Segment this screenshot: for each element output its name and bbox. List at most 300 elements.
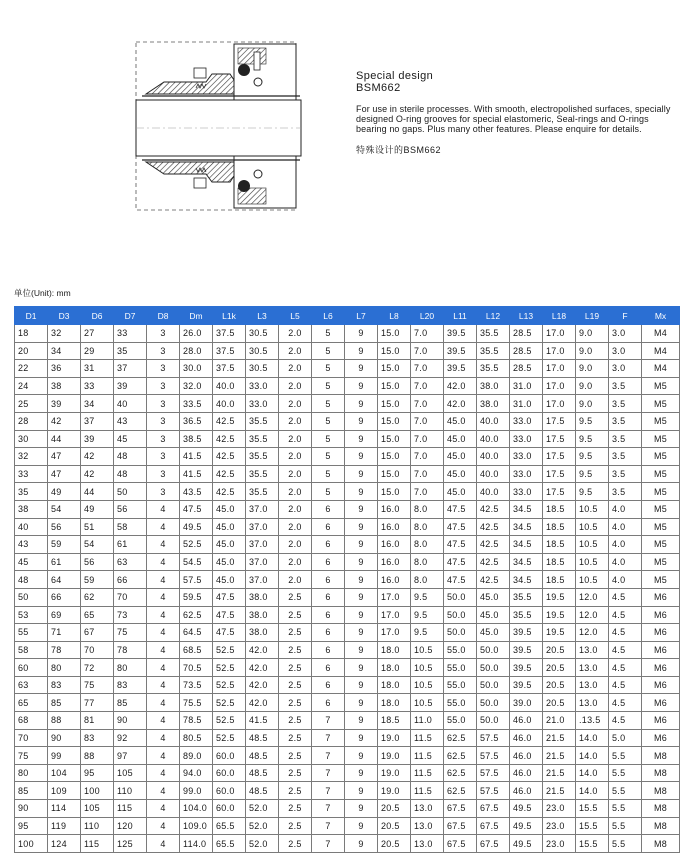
table-cell: 2.5 [279, 782, 312, 800]
table-cell: 9.0 [576, 325, 609, 343]
table-cell: M6 [642, 624, 680, 642]
table-cell: 48.5 [246, 729, 279, 747]
table-cell: 15.0 [378, 325, 411, 343]
table-cell: 50.0 [477, 659, 510, 677]
table-cell: 20.5 [378, 835, 411, 853]
seal-lower [146, 162, 234, 182]
table-cell: 49.5 [510, 800, 543, 818]
table-cell: 80.5 [180, 729, 213, 747]
table-row [15, 536, 680, 554]
table-row [15, 377, 680, 395]
table-cell: 6 [312, 606, 345, 624]
table-cell: 35.5 [246, 483, 279, 501]
table-cell: 45.0 [444, 412, 477, 430]
table-cell: 39.5 [444, 325, 477, 343]
table-cell: 75 [15, 747, 48, 765]
table-cell: 17.0 [543, 360, 576, 378]
table-cell: 13.0 [576, 641, 609, 659]
table-cell: 9.5 [411, 588, 444, 606]
table-cell: 4 [147, 571, 180, 589]
table-cell: 62.5 [444, 764, 477, 782]
table-cell: 40.0 [477, 465, 510, 483]
table-cell: 49.5 [180, 518, 213, 536]
table-cell: 33.0 [246, 377, 279, 395]
table-cell: 14.0 [576, 782, 609, 800]
table-cell: M8 [642, 835, 680, 853]
table-cell: 72 [81, 659, 114, 677]
table-cell: 115 [81, 835, 114, 853]
table-cell: 39.5 [444, 342, 477, 360]
table-cell: 68 [15, 712, 48, 730]
table-cell: 47.5 [444, 536, 477, 554]
table-row [15, 360, 680, 378]
table-cell: 33.0 [246, 395, 279, 413]
table-cell: 8.0 [411, 518, 444, 536]
table-cell: 2.0 [279, 465, 312, 483]
table-cell: 90 [48, 729, 81, 747]
table-cell: 9.5 [411, 606, 444, 624]
table-cell: 70 [81, 641, 114, 659]
table-cell: 4.0 [609, 571, 642, 589]
table-cell: 3.5 [609, 412, 642, 430]
table-cell: 35.5 [510, 588, 543, 606]
description-text: For use in sterile processes. With smooth, electropolished surfaces, specially designed O-ring grooves for special elastomeric, Seal-rings and O-rings bearing no gaps. Plus many other features. Please enquire for details. [356, 104, 671, 134]
table-cell: 5.5 [609, 835, 642, 853]
table-cell: 47.5 [444, 571, 477, 589]
table-cell: 5 [312, 395, 345, 413]
table-cell: 9 [345, 624, 378, 642]
table-cell: 28.0 [180, 342, 213, 360]
table-cell: 3 [147, 448, 180, 466]
table-row [15, 571, 680, 589]
table-cell: 9.0 [576, 395, 609, 413]
table-cell: M8 [642, 817, 680, 835]
table-cell: 4.5 [609, 676, 642, 694]
table-cell: 58 [15, 641, 48, 659]
table-cell: 9.5 [411, 624, 444, 642]
table-cell: 18.5 [543, 518, 576, 536]
table-cell: 10.5 [576, 536, 609, 554]
table-cell: 9 [345, 430, 378, 448]
table-cell: 15.5 [576, 835, 609, 853]
table-cell: 12.0 [576, 624, 609, 642]
table-cell: 42.0 [444, 395, 477, 413]
table-cell: 10.5 [411, 694, 444, 712]
table-cell: 95 [15, 817, 48, 835]
table-cell: 40.0 [213, 395, 246, 413]
table-cell: 114 [48, 800, 81, 818]
table-cell: 26.0 [180, 325, 213, 343]
table-cell: 9 [345, 465, 378, 483]
table-cell: 15.5 [576, 800, 609, 818]
table-cell: 17.5 [543, 412, 576, 430]
table-cell: 33.0 [510, 483, 543, 501]
table-cell: 38.5 [180, 430, 213, 448]
dimension-table [14, 306, 680, 853]
table-cell: 17.5 [543, 430, 576, 448]
table-cell: 56 [114, 500, 147, 518]
table-cell: 28 [15, 412, 48, 430]
table-cell: 35.5 [510, 606, 543, 624]
table-cell: 20.5 [543, 641, 576, 659]
table-cell: 67.5 [444, 800, 477, 818]
table-cell: 2.0 [279, 500, 312, 518]
table-cell: 5 [312, 465, 345, 483]
table-cell: 7 [312, 817, 345, 835]
table-cell: 11.5 [411, 747, 444, 765]
table-cell: 3.5 [609, 395, 642, 413]
table-cell: 37.5 [213, 360, 246, 378]
table-cell: 9 [345, 764, 378, 782]
table-cell: 9 [345, 360, 378, 378]
table-cell: 40 [15, 518, 48, 536]
table-cell: 18.0 [378, 659, 411, 677]
table-cell: 39 [48, 395, 81, 413]
table-cell: 9 [345, 518, 378, 536]
table-cell: 38.0 [246, 624, 279, 642]
table-cell: 2.5 [279, 676, 312, 694]
table-cell: 9 [345, 800, 378, 818]
table-cell: 4 [147, 659, 180, 677]
table-cell: 40.0 [213, 377, 246, 395]
seal-cross-section-drawing [134, 38, 334, 218]
table-cell: 42.5 [477, 536, 510, 554]
table-cell: 4.0 [609, 536, 642, 554]
table-cell: 3 [147, 483, 180, 501]
table-cell: 55.0 [444, 712, 477, 730]
table-cell: 2.0 [279, 395, 312, 413]
table-cell: 4 [147, 747, 180, 765]
table-cell: 23.0 [543, 800, 576, 818]
table-cell: 10.5 [411, 659, 444, 677]
table-cell: 9 [345, 817, 378, 835]
table-row [15, 712, 680, 730]
table-cell: M6 [642, 676, 680, 694]
table-cell: 34.5 [510, 536, 543, 554]
column-header-mx: Mx [642, 307, 680, 325]
table-cell: M8 [642, 800, 680, 818]
table-cell: 42.5 [477, 518, 510, 536]
table-cell: 35.5 [477, 360, 510, 378]
table-cell: M5 [642, 500, 680, 518]
table-cell: 30.5 [246, 360, 279, 378]
column-header-l19: L19 [576, 307, 609, 325]
table-cell: 47.5 [444, 518, 477, 536]
table-cell: 45.0 [477, 588, 510, 606]
table-cell: 3.5 [609, 448, 642, 466]
table-cell: 38 [15, 500, 48, 518]
table-cell: 3 [147, 360, 180, 378]
table-cell: 52.5 [180, 536, 213, 554]
table-cell: 19.0 [378, 747, 411, 765]
table-row [15, 835, 680, 853]
table-cell: 46.0 [510, 782, 543, 800]
table-cell: 46.0 [510, 747, 543, 765]
table-cell: 9 [345, 835, 378, 853]
table-cell: 64 [48, 571, 81, 589]
table-cell: 43.5 [180, 483, 213, 501]
table-cell: 33 [81, 377, 114, 395]
table-row [15, 729, 680, 747]
table-cell: 85 [48, 694, 81, 712]
table-cell: 17.0 [378, 606, 411, 624]
table-row [15, 588, 680, 606]
table-cell: 4 [147, 817, 180, 835]
table-cell: 17.5 [543, 448, 576, 466]
table-cell: 57.5 [477, 782, 510, 800]
table-cell: 48 [114, 465, 147, 483]
table-cell: 2.5 [279, 641, 312, 659]
table-cell: 17.5 [543, 465, 576, 483]
table-cell: M5 [642, 395, 680, 413]
table-cell: 4 [147, 606, 180, 624]
table-cell: 83 [114, 676, 147, 694]
table-cell: .13.5 [576, 712, 609, 730]
table-cell: 104.0 [180, 800, 213, 818]
table-cell: 7 [312, 712, 345, 730]
table-row [15, 412, 680, 430]
table-cell: 47 [48, 465, 81, 483]
table-cell: 53 [15, 606, 48, 624]
table-cell: 4 [147, 641, 180, 659]
table-cell: 8.0 [411, 553, 444, 571]
table-cell: 45.0 [213, 571, 246, 589]
table-cell: 59 [81, 571, 114, 589]
table-cell: 34.5 [510, 500, 543, 518]
table-cell: 9 [345, 342, 378, 360]
table-cell: 28.5 [510, 342, 543, 360]
table-cell: 9.0 [576, 377, 609, 395]
table-cell: 3.5 [609, 377, 642, 395]
table-cell: 18.0 [378, 641, 411, 659]
table-cell: M6 [642, 659, 680, 677]
table-cell: 2.5 [279, 747, 312, 765]
table-cell: 20.5 [378, 800, 411, 818]
table-cell: 47 [48, 448, 81, 466]
table-cell: 48 [114, 448, 147, 466]
table-cell: 4.5 [609, 624, 642, 642]
table-cell: 30 [15, 430, 48, 448]
table-cell: 42.5 [213, 465, 246, 483]
table-cell: 39 [114, 377, 147, 395]
table-cell: 70.5 [180, 659, 213, 677]
table-cell: 52.0 [246, 817, 279, 835]
table-row [15, 465, 680, 483]
table-cell: 8.0 [411, 571, 444, 589]
table-cell: 6 [312, 518, 345, 536]
table-cell: M4 [642, 325, 680, 343]
table-cell: 34.5 [510, 553, 543, 571]
table-cell: 34 [48, 342, 81, 360]
column-header-l6: L6 [312, 307, 345, 325]
table-cell: 7 [312, 782, 345, 800]
table-cell: 39.5 [510, 641, 543, 659]
table-cell: 58 [114, 518, 147, 536]
table-cell: 3.5 [609, 430, 642, 448]
table-cell: 42.0 [246, 659, 279, 677]
table-cell: 50.0 [444, 624, 477, 642]
table-cell: 10.5 [576, 500, 609, 518]
table-cell: 10.5 [411, 641, 444, 659]
table-cell: 39.5 [510, 624, 543, 642]
table-cell: 110 [81, 817, 114, 835]
table-cell: 40.0 [477, 448, 510, 466]
table-cell: M5 [642, 571, 680, 589]
table-cell: 48.5 [246, 747, 279, 765]
table-cell: 38.0 [246, 588, 279, 606]
table-cell: 3 [147, 395, 180, 413]
table-cell: 7.0 [411, 483, 444, 501]
table-cell: 35.5 [246, 430, 279, 448]
table-cell: 50 [114, 483, 147, 501]
table-cell: 4.0 [609, 500, 642, 518]
table-cell: 17.0 [378, 624, 411, 642]
table-cell: 85 [114, 694, 147, 712]
table-cell: 40.0 [477, 483, 510, 501]
table-cell: 42.5 [477, 500, 510, 518]
table-cell: 50.0 [477, 641, 510, 659]
table-cell: 35.5 [246, 448, 279, 466]
table-cell: 37 [114, 360, 147, 378]
table-cell: 104 [48, 764, 81, 782]
table-cell: 109.0 [180, 817, 213, 835]
table-cell: 30.5 [246, 342, 279, 360]
table-cell: 43 [15, 536, 48, 554]
table-cell: 48.5 [246, 782, 279, 800]
table-cell: 3 [147, 377, 180, 395]
table-cell: 37 [81, 412, 114, 430]
table-cell: 66 [114, 571, 147, 589]
table-cell: 37.0 [246, 518, 279, 536]
table-cell: 2.0 [279, 571, 312, 589]
table-cell: 9.5 [576, 465, 609, 483]
table-cell: 17.5 [543, 483, 576, 501]
table-cell: 2.0 [279, 536, 312, 554]
o-ring-upper [238, 64, 250, 76]
table-cell: 66 [48, 588, 81, 606]
table-cell: 2.5 [279, 729, 312, 747]
table-cell: 45.0 [213, 518, 246, 536]
table-cell: M6 [642, 641, 680, 659]
table-cell: 52.5 [213, 729, 246, 747]
table-cell: 52.5 [213, 712, 246, 730]
table-cell: 9.5 [576, 483, 609, 501]
table-cell: 28.5 [510, 360, 543, 378]
table-cell: 4.5 [609, 694, 642, 712]
table-cell: 3 [147, 342, 180, 360]
table-row [15, 747, 680, 765]
table-header-row [15, 307, 680, 325]
table-cell: 52.5 [213, 694, 246, 712]
table-cell: 38 [48, 377, 81, 395]
table-cell: 78.5 [180, 712, 213, 730]
table-cell: 70 [15, 729, 48, 747]
table-cell: 16.0 [378, 500, 411, 518]
table-cell: 45.0 [444, 448, 477, 466]
table-cell: 4 [147, 500, 180, 518]
table-cell: 49.5 [510, 817, 543, 835]
table-cell: 78 [48, 641, 81, 659]
table-cell: M5 [642, 465, 680, 483]
table-row [15, 676, 680, 694]
table-cell: 6 [312, 553, 345, 571]
table-cell: 13.0 [411, 835, 444, 853]
table-cell: 42.5 [477, 571, 510, 589]
table-cell: 2.0 [279, 553, 312, 571]
table-cell: 4.5 [609, 588, 642, 606]
table-cell: 47.5 [180, 500, 213, 518]
table-cell: 51 [81, 518, 114, 536]
table-cell: 15.5 [576, 817, 609, 835]
table-cell: 3.5 [609, 483, 642, 501]
table-cell: 18.5 [543, 553, 576, 571]
table-cell: 5.0 [609, 729, 642, 747]
table-cell: 67.5 [477, 800, 510, 818]
table-cell: M5 [642, 377, 680, 395]
table-row [15, 764, 680, 782]
table-cell: 8.0 [411, 500, 444, 518]
column-header-l18: L18 [543, 307, 576, 325]
table-cell: 46.0 [510, 764, 543, 782]
table-cell: 5 [312, 483, 345, 501]
table-cell: 47.5 [213, 624, 246, 642]
table-cell: 67 [81, 624, 114, 642]
table-cell: 4 [147, 835, 180, 853]
table-cell: 3 [147, 412, 180, 430]
table-cell: 15.0 [378, 342, 411, 360]
table-cell: 18.5 [543, 571, 576, 589]
table-cell: 6 [312, 659, 345, 677]
table-cell: 60.0 [213, 747, 246, 765]
table-cell: 19.0 [378, 782, 411, 800]
table-cell: 57.5 [477, 764, 510, 782]
table-cell: 33 [15, 465, 48, 483]
table-cell: 60.0 [213, 800, 246, 818]
table-cell: 18.5 [378, 712, 411, 730]
table-cell: 35 [114, 342, 147, 360]
table-cell: 60.0 [213, 764, 246, 782]
table-cell: 90 [114, 712, 147, 730]
table-cell: 32 [15, 448, 48, 466]
table-cell: 7.0 [411, 325, 444, 343]
table-cell: 2.0 [279, 342, 312, 360]
table-cell: 67.5 [477, 835, 510, 853]
table-cell: 2.5 [279, 659, 312, 677]
table-cell: 4 [147, 764, 180, 782]
table-cell: 41.5 [180, 448, 213, 466]
table-cell: M6 [642, 729, 680, 747]
table-cell: 17.0 [543, 377, 576, 395]
table-cell: 39.5 [444, 360, 477, 378]
table-cell: 95 [81, 764, 114, 782]
table-cell: 6 [312, 500, 345, 518]
table-cell: 94.0 [180, 764, 213, 782]
table-cell: 75 [114, 624, 147, 642]
table-cell: 3.0 [609, 342, 642, 360]
table-cell: 60 [15, 659, 48, 677]
table-cell: 4.5 [609, 712, 642, 730]
table-cell: 19.0 [378, 729, 411, 747]
table-cell: 37.0 [246, 553, 279, 571]
table-cell: 65.5 [213, 817, 246, 835]
table-cell: 32 [48, 325, 81, 343]
table-cell: 41.5 [180, 465, 213, 483]
table-cell: 4 [147, 518, 180, 536]
table-cell: 5.5 [609, 747, 642, 765]
table-cell: 67.5 [477, 817, 510, 835]
table-cell: 3.5 [609, 465, 642, 483]
table-cell: 114.0 [180, 835, 213, 853]
